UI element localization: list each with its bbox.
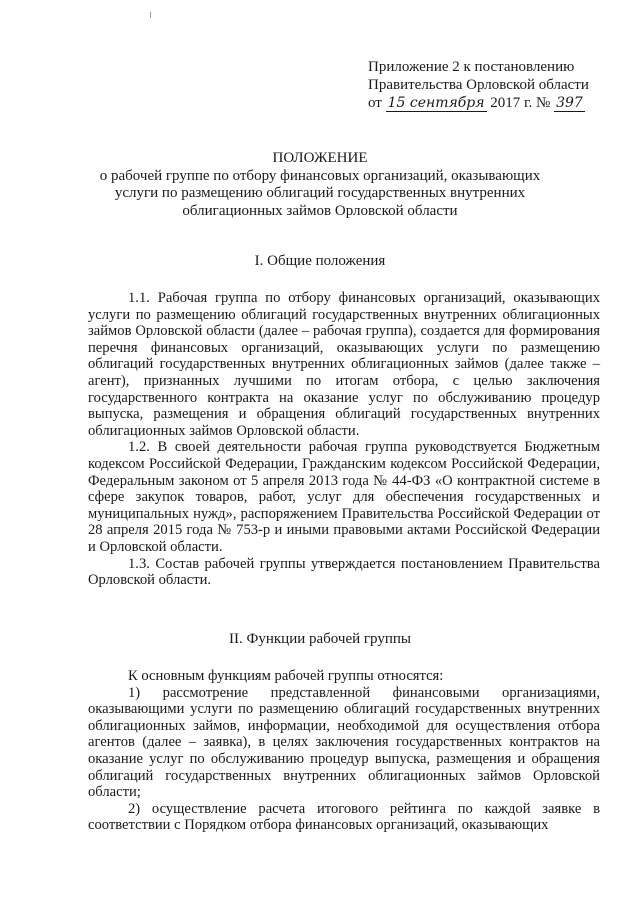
- paragraph-2-intro: К основным функциям рабочей группы относятся:: [128, 668, 444, 684]
- annex-from-label: от: [368, 95, 382, 111]
- annex-block: [368, 58, 608, 112]
- section-functions-body: [88, 668, 600, 834]
- handwritten-number: 397: [556, 95, 583, 111]
- section-general-body: [88, 290, 600, 589]
- title-main: ПОЛОЖЕНИЕ: [272, 150, 368, 166]
- paragraph-2-item-2: 2) осуществление расчета итогового рейтинга по каждой заявке в соответствии с Порядком отбора финансовых организаций, оказывающих: [88, 800, 600, 834]
- annex-year-text: 2017 г. №: [490, 95, 551, 111]
- document-title: [0, 150, 640, 220]
- title-line-2: услуги по размещению облигаций государственных внутренних: [114, 185, 526, 201]
- handwritten-date: 15 сентября: [387, 95, 485, 111]
- paragraph-1-2: 1.2. В своей деятельности рабочая группа руководствуется Бюджетным кодексом Российской Федерации, Гражданским кодексом Российской Федерации, Федеральным законом от 5 апреля 2013 года № 44-ФЗ «О контрактной системе в сфере закупок товаров, работ, услуг для обеспечения государственных и муниципальных нужд», распоряжением Правительства Российской Федерации от 28 апреля 2015 года № 753-р и иными правовыми актами Российской Федерации и Орловской области.: [88, 439, 600, 555]
- section-heading-functions: II. Функции рабочей группы: [229, 631, 411, 647]
- section-heading-general: I. Общие положения: [254, 253, 386, 269]
- paragraph-2-item-1: 1) рассмотрение представленной финансовыми организациями, оказывающими услуги по размещению облигаций государственных внутренних облигационных займов, информации, необходимой для осуществления отбора агентов (далее – заявка), в целях заключения государственных контрактов на оказание услуг по обслуживанию процедур выпуска, размещения и обращения облигаций государственных внутренних облигационных займов Орловской области;: [88, 684, 600, 801]
- annex-line-1: Приложение 2 к постановлению: [368, 59, 575, 75]
- paragraph-1-1: 1.1. Рабочая группа по отбору финансовых организаций, оказывающих услуги по размещению облигаций государственных внутренних облигационных займов Орловской области (далее – рабочая группа), создается для формирования перечня финансовых организаций, оказывающих услуги по размещению облигаций государственных внутренних облигационных займов (далее также – агент), признанных лучшими по итогам отбора, с целью заключения государственного контракта на оказание услуг по обслуживанию процедур выпуска, размещения и обращения облигаций государственных внутренних облигационных займов Орловской области.: [88, 290, 600, 439]
- annex-date-line: [368, 94, 608, 112]
- title-line-3: облигационных займов Орловской области: [182, 202, 458, 219]
- title-line-1: о рабочей группе по отбору финансовых организаций, оказывающих: [99, 167, 541, 184]
- paragraph-1-3: 1.3. Состав рабочей группы утверждается постановлением Правительства Орловской области.: [88, 555, 600, 589]
- scan-mark: [150, 12, 151, 18]
- annex-line-2: Правительства Орловской области: [368, 77, 589, 93]
